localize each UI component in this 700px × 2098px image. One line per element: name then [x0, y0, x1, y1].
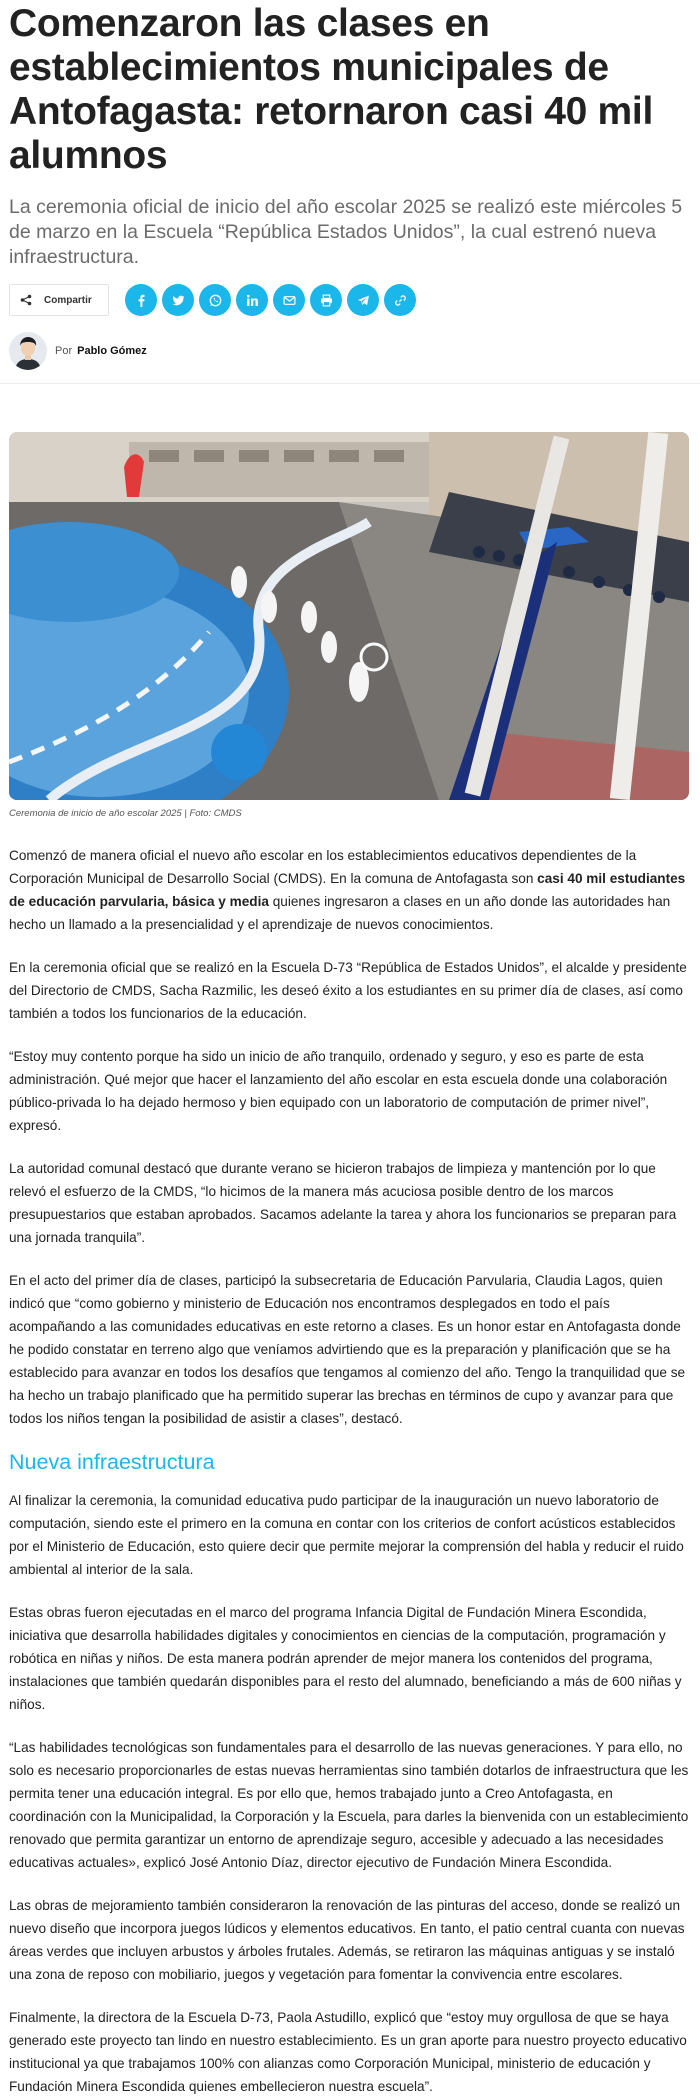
paragraph-7: Estas obras fueron ejecutadas en el marco del programa Infancia Digital de Fundación Minera Escondida, iniciativa que desarrolla habilidades digitales y conocimientos en ciencias de la computación, programación y robótica en niñas y niños. De esta manera podrán aprender de mejor manera los contenidos del programa, instalaciones que también quedarán disponibles para el resto del alumnado, beneficiando a más de 600 niñas y niños. — [9, 1605, 682, 1712]
article-title: Comenzaron las clases en establecimientos municipales de Antofagasta: retornaron casi 40 mil alumnos — [9, 2, 654, 177]
article-subtitle: La ceremonia oficial de inicio del año escolar 2025 se realizó este miércoles 5 de marzo en la Escuela “República Estados Unidos”, la cual estrenó nueva infraestructura. — [9, 196, 683, 268]
article-photo — [9, 432, 689, 800]
whatsapp-icon — [209, 294, 222, 307]
paragraph-6: Al finalizar la ceremonia, la comunidad educativa pudo participar de la inauguración un nuevo laboratorio de computación, siendo este el primero en la comuna en contar con los criterios de confort acústicos establecidos por el Ministerio de Educación, esto quiere decir que permite mejorar la comprensión del habla y reducir el ruido ambiental al interior de la sala. — [9, 1493, 684, 1577]
linkedin-button[interactable] — [236, 284, 268, 316]
print-button[interactable] — [310, 284, 342, 316]
facebook-button[interactable] — [125, 284, 157, 316]
share-button[interactable] — [9, 284, 109, 316]
twitter-icon — [172, 294, 185, 307]
paragraph-2: En la ceremonia oficial que se realizó en la Escuela D-73 “República de Estados Unidos”, el alcalde y presidente del Directorio de CMDS, Sacha Razmilic, les deseó éxito a los estudiantes en su primer día de clases, así como también a todos los funcionarios de la educación. — [9, 960, 687, 1021]
section-heading: Nueva infraestructura — [9, 1450, 215, 1474]
author-avatar[interactable] — [9, 332, 47, 370]
paragraph-1 — [9, 844, 691, 936]
paragraph-10: Finalmente, la directora de la Escuela D-73, Paola Astudillo, explicó que “estoy muy orgullosa de que se haya generado este proyecto tan lindo en nuestro establecimiento. Es un gran aporte para nuestro proyecto educativo institucional ya que trabajamos 100% con alianzas como Corporación Municipal, ministerio de educación y Fundación Minera Escondida quienes embellecieron nuestra escuela”. — [9, 2010, 687, 2094]
linkedin-icon — [246, 294, 259, 307]
photo-caption: Ceremonia de inicio de año escolar 2025 | Foto: CMDS — [9, 808, 242, 819]
share-label: Compartir — [44, 294, 92, 306]
copy-link-button[interactable] — [384, 284, 416, 316]
paragraph-8: “Las habilidades tecnológicas son fundamentales para el desarrollo de las nuevas generaciones. Y para ello, no solo es necesario proporcionarles de estas nuevas herramientas sino también dotarlos de infraestructura que les permita tener una educación integral. Es por ello que, hemos trabajado junto a Creo Antofagasta, en coordinación con la Municipalidad, la Corporación y la Escuela, para darles la bienvenida con un establecimiento renovado que permita garantizar un entorno de aprendizaje seguro, accesible y adecuado a las necesidades educativas actuales», explicó José Antonio Díaz, director ejecutivo de Fundación Minera Escondida. — [9, 1740, 689, 1870]
facebook-icon — [135, 294, 148, 307]
email-button[interactable] — [273, 284, 305, 316]
share-bar — [9, 283, 691, 317]
paragraph-9: Las obras de mejoramiento también consideraron la renovación de las pinturas del acceso, donde se realizó un nuevo diseño que incorpora juegos lúdicos y elementos educativos. En tanto, el patio central cuanta con nuevas áreas verdes que incluyen arbustos y árboles frutales. Además, se retiraron las máquinas antiguas y se instaló una zona de reposo con mobiliario, juegos y vegetación para fomentar la convivencia entre escolares. — [9, 1898, 685, 1982]
paragraph-1-highlight: casi 40 mil estudiantes de educación parvularia, básica y media — [9, 871, 686, 909]
author-byline — [9, 331, 691, 371]
article — [0, 2, 700, 371]
author-by-label: Por — [55, 345, 73, 357]
paragraph-1-text: Comenzó de manera oficial el nuevo año escolar en los establecimientos educativos dependientes de la Corporación Municipal de Desarrollo Social (CMDS). En la comuna de Antofagasta son — [9, 848, 637, 886]
link-icon — [394, 294, 407, 307]
school-ceremony-photo — [9, 432, 689, 800]
telegram-icon — [357, 294, 370, 307]
whatsapp-button[interactable] — [199, 284, 231, 316]
social-buttons — [125, 284, 416, 316]
share-icon — [20, 294, 32, 306]
author-photo — [9, 332, 47, 370]
email-icon — [283, 294, 296, 307]
header-divider — [0, 383, 700, 384]
article-body — [9, 844, 691, 2098]
author-name[interactable]: Pablo Gómez — [77, 345, 147, 357]
paragraph-1-text-end: quienes ingresaron a clases en un año donde las autoridades han hecho un llamado a la presencialidad y el aprendizaje de nuevos conocimientos. — [9, 894, 671, 932]
paragraph-5: En el acto del primer día de clases, participó la subsecretaria de Educación Parvularia, Claudia Lagos, quien indicó que “como gobierno y ministerio de Educación nos encontramos desplegados en todo el país acompañando a las comunidades educativas en este retorno a clases. Es un honor estar en Antofagasta donde he podido constatar en terreno algo que veníamos advirtiendo que es la preparación y planificación que se ha establecido para avanzar en todos los desafíos que tengamos al comienzo del año. Tengo la tranquilidad que se ha hecho un trabajo planificado que ha permitido superar las brechas en términos de cupo y avanzar para que todos los niños tengan la posibilidad de asistir a clases”, destacó. — [9, 1273, 686, 1426]
telegram-button[interactable] — [347, 284, 379, 316]
paragraph-3: “Estoy muy contento porque ha sido un inicio de año tranquilo, ordenado y seguro, y eso es parte de esta administración. Qué mejor que hacer el lanzamiento del año escolar en esta escuela donde una colaboración público-privada lo ha dejado hermoso y bien equipado con un laboratorio de computación de primer nivel”, expresó. — [9, 1049, 668, 1133]
print-icon — [320, 294, 333, 307]
twitter-button[interactable] — [162, 284, 194, 316]
paragraph-4: La autoridad comunal destacó que durante verano se hicieron trabajos de limpieza y mantención por lo que relevó el esfuerzo de la CMDS, “lo hicimos de la manera más acuciosa posible dentro de los marcos presupuestarios que estaban aprobados. Sacamos adelante la tarea y ahora los funcionarios se preparan para una jornada tranquila”. — [9, 1161, 677, 1245]
